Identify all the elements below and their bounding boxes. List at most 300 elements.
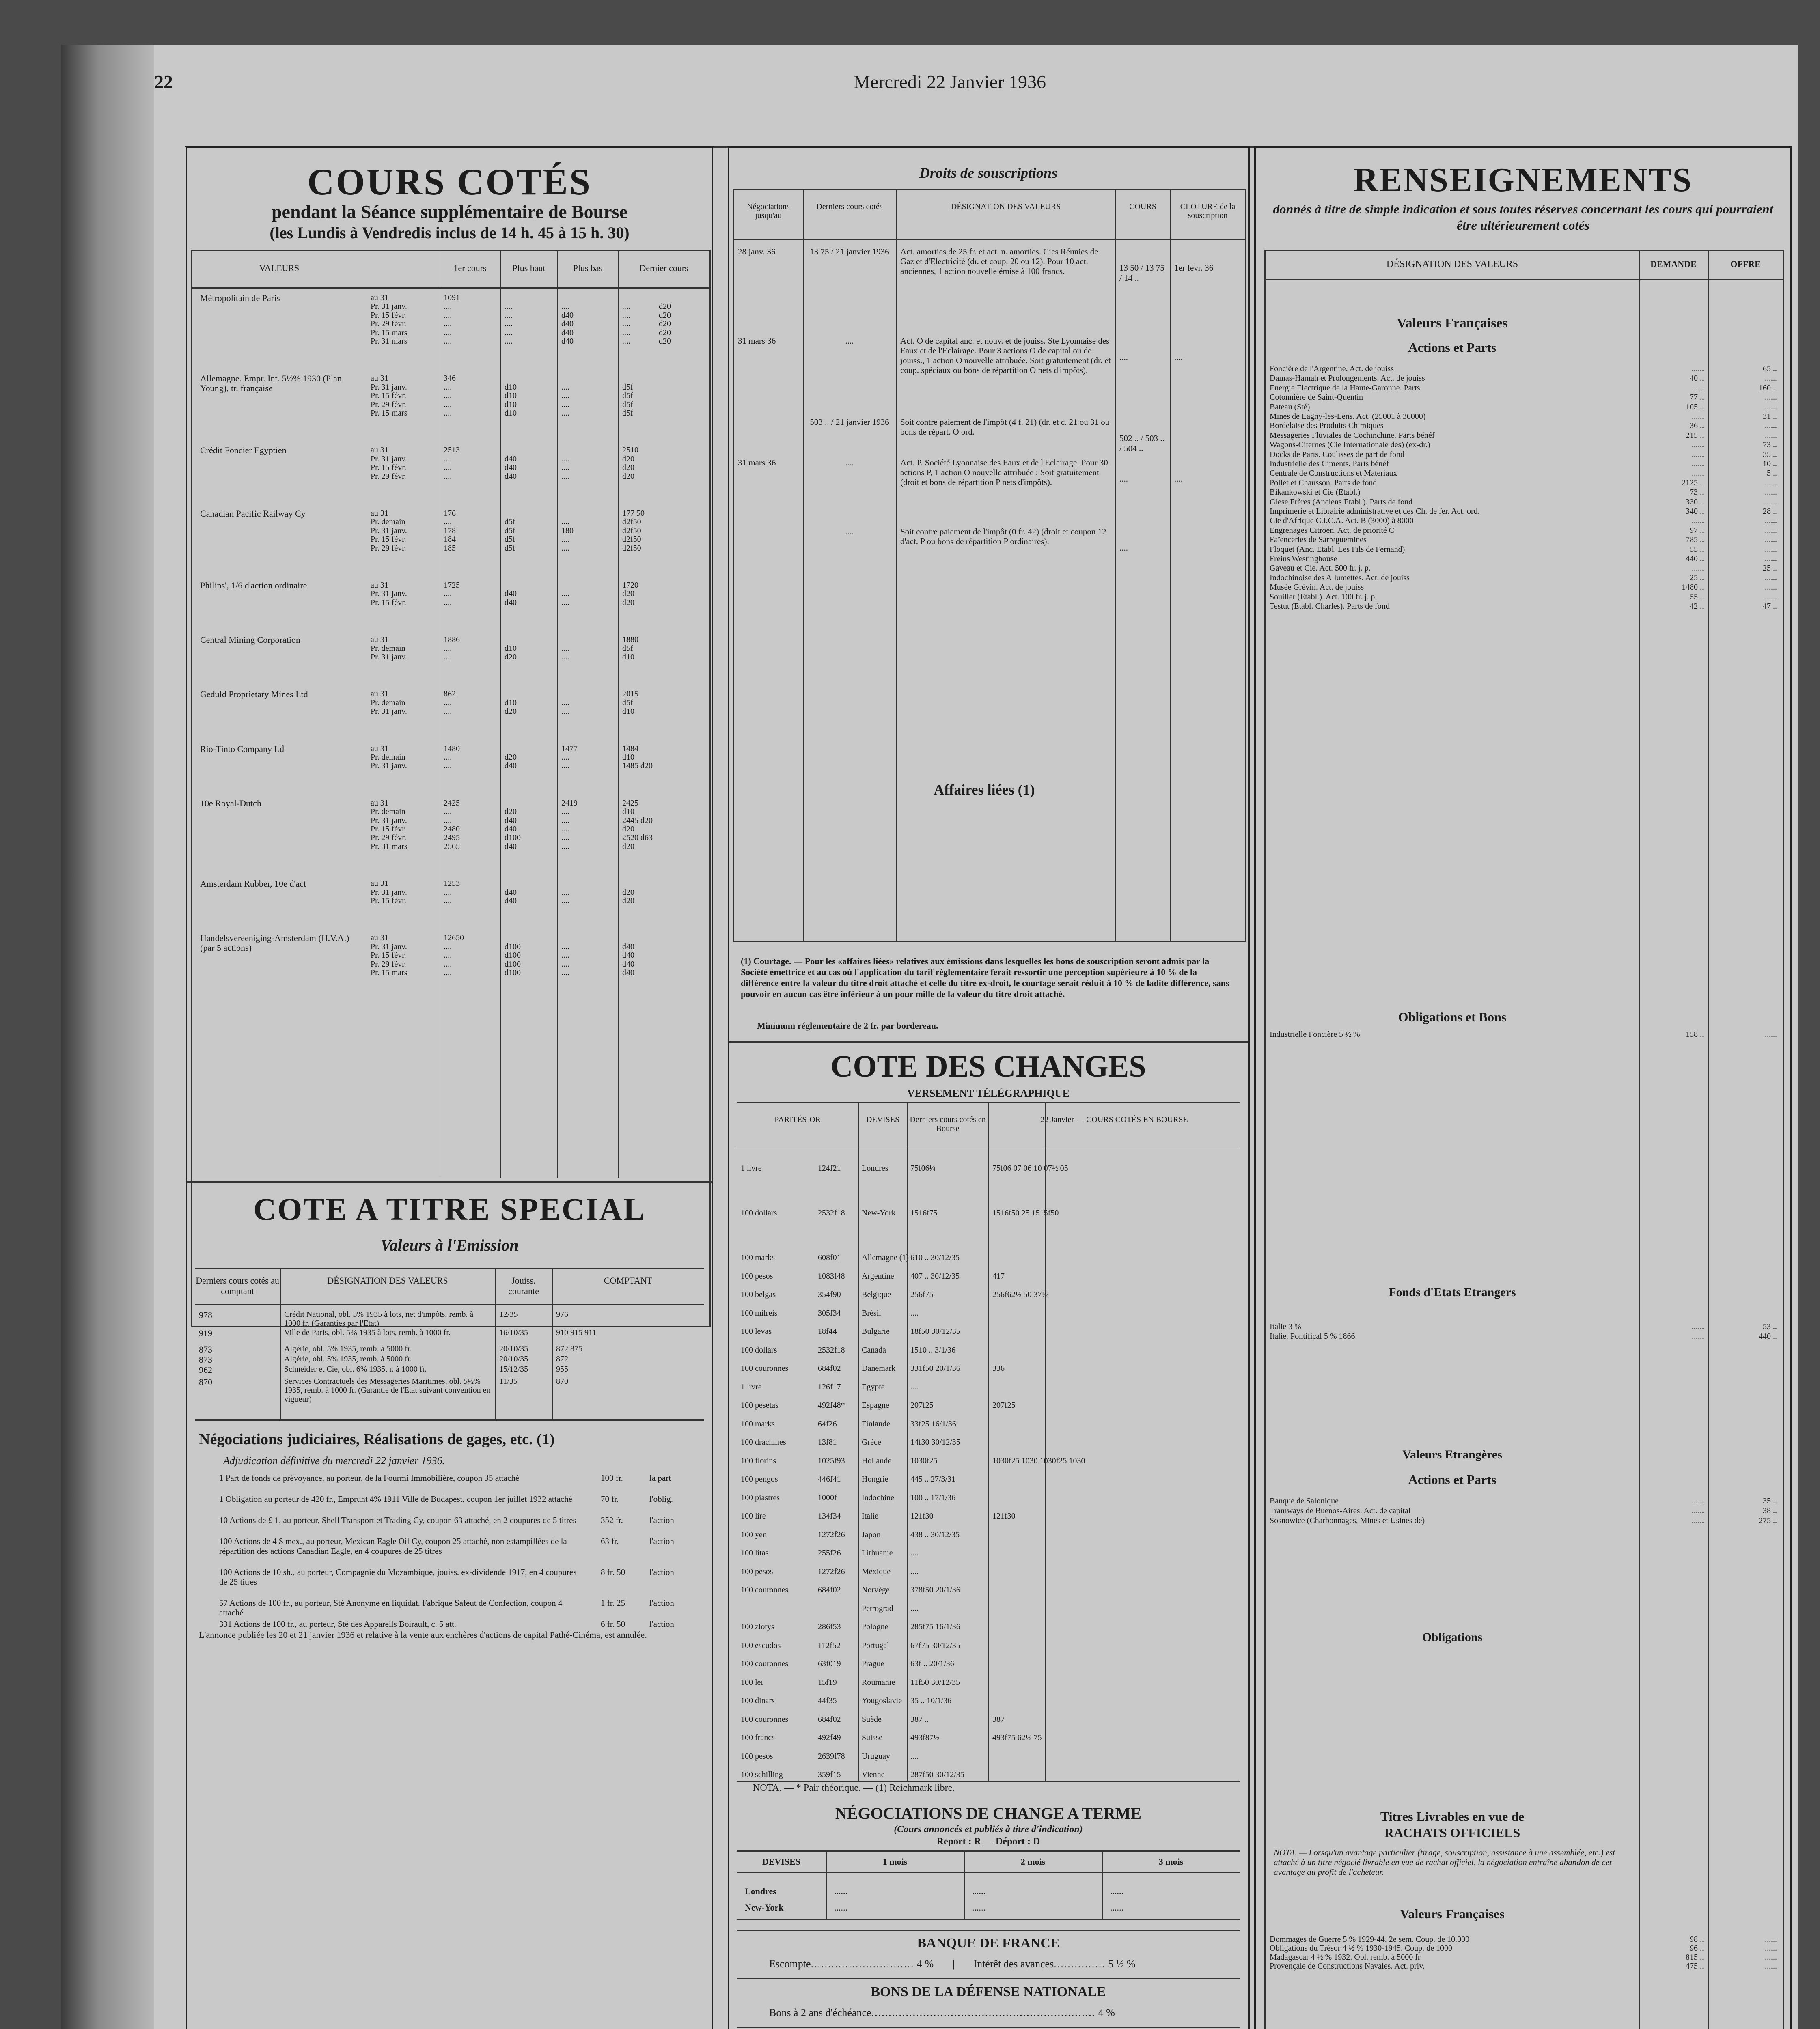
devise: Indochine: [862, 1493, 894, 1502]
rens-offre: ......: [1765, 402, 1777, 411]
devise: Espagne: [862, 1401, 889, 1410]
droits-cours: ....: [1119, 543, 1128, 553]
cours-value: d20: [622, 463, 634, 472]
droits-cours: ....: [1119, 474, 1128, 484]
devise: New-York: [862, 1208, 896, 1217]
parite-or: 1083f48: [818, 1271, 845, 1281]
cours-value: d5f: [622, 644, 633, 653]
cours-value: d40: [622, 942, 634, 951]
echeance: Pr. 29 févr.: [371, 400, 406, 409]
echeance: Pr. 31 mars: [371, 842, 408, 851]
rens-designation: Pollet et Chausson. Parts de fond: [1270, 478, 1377, 487]
rens-offre: ......: [1765, 421, 1777, 431]
header-rule: [737, 1872, 1240, 1873]
rens-demande: 98 ..: [1690, 1935, 1704, 1944]
cts-last: 870: [199, 1377, 212, 1387]
cours-value: ....: [561, 959, 569, 969]
dernier-cours: 100 .. 17/1/36: [910, 1493, 956, 1502]
dernier-cours: 35 .. 10/1/36: [910, 1696, 952, 1705]
cts-designation: Crédit National, obl. 5% 1935 à lots, net d'impôts, remb. à 1000 fr. (Garanties par l'Etat): [284, 1310, 474, 1328]
cours-value: ....: [561, 698, 569, 707]
echeance: Pr. demain: [371, 753, 405, 762]
cours-value: d40: [561, 328, 574, 337]
cours-22-janvier: 417: [992, 1271, 1005, 1281]
cours-value: d40: [505, 825, 517, 834]
rens-section-heading: Valeurs Françaises: [1397, 316, 1508, 331]
echeance: Pr. 31 janv.: [371, 942, 407, 951]
cours-value: 178: [444, 526, 456, 535]
cours-22-janvier: 1030f25 1030 1030f25 1030: [992, 1456, 1085, 1465]
cours-value: ....: [561, 968, 569, 977]
dernier-cours: 1030f25: [910, 1456, 938, 1465]
echeance: Pr. 15 févr.: [371, 598, 406, 607]
parite-unit: 100 couronnes: [741, 1659, 789, 1668]
cours-value: ....: [561, 400, 569, 409]
cours-value: 1485 d20: [622, 761, 653, 771]
dernier-cours: 287f50 30/12/35: [910, 1770, 964, 1779]
cours-value: 177 50: [622, 509, 645, 518]
parite-or: 134f34: [818, 1512, 841, 1521]
droits-last: 13 75 / 21 janvier 1936: [810, 247, 889, 256]
cours-22-janvier: 121f30: [992, 1512, 1016, 1521]
rens-demande: ......: [1692, 383, 1704, 392]
droits-title: Droits de souscriptions: [919, 165, 1058, 181]
cts-designation: Schneider et Cie, obl. 6% 1935, r. à 1000 fr.: [284, 1365, 427, 1374]
parite-unit: 100 couronnes: [741, 1715, 789, 1724]
banque-rates: Escompte.............................. 4 % | Intérêt des avances............... 5 ½ %: [769, 1958, 1136, 1970]
rens-offre: ......: [1765, 374, 1777, 383]
devise: Hollande: [862, 1456, 892, 1465]
cours-value: ....: [561, 409, 569, 418]
negociation-text: 1 Part de fonds de prévoyance, au porteur, de la Fourmi Immobilière, coupon 35 attaché: [219, 1473, 520, 1483]
cours-value: d20: [505, 707, 517, 716]
rens-designation: Freins Westinghouse: [1270, 554, 1337, 563]
droits-last: ....: [845, 527, 854, 536]
cours-value: ....: [561, 382, 569, 392]
echeance: au 31: [371, 374, 388, 383]
cours-value: d5f: [505, 526, 515, 535]
negociation-unit: l'action: [649, 1598, 674, 1608]
cours-value: ....: [505, 302, 513, 311]
rens-offre: 31 ..: [1763, 412, 1777, 421]
cours-value: d20: [659, 319, 671, 329]
rens-offre: ......: [1765, 1953, 1777, 1962]
rens-designation: Indochinoise des Allumettes. Act. de jouiss: [1270, 573, 1410, 582]
cours-cotes-subtitle2: (les Lundis à Vendredis inclus de 14 h. 45 à 15 h. 30): [270, 224, 630, 242]
devise: Petrograd: [862, 1604, 893, 1613]
rens-section-heading: Valeurs Françaises: [1400, 1906, 1505, 1921]
echeance: Pr. 31 janv.: [371, 887, 407, 897]
negociation-unit: l'action: [649, 1515, 674, 1525]
dernier-cours: 67f75 30/12/35: [910, 1641, 960, 1650]
rens-designation: Gaveau et Cie. Act. 500 fr. j. p.: [1270, 564, 1371, 573]
cts-header: DÉSIGNATION DES VALEURS: [327, 1275, 448, 1286]
cours-value: d40: [622, 968, 634, 977]
rens-offre: ......: [1765, 478, 1777, 487]
devise: Yougoslavie: [862, 1696, 902, 1705]
rens-demande: ......: [1692, 412, 1704, 421]
cours-value: ....: [561, 842, 569, 851]
rens-offre: ......: [1765, 516, 1777, 526]
echeance: Pr. demain: [371, 698, 405, 707]
echeance: Pr. demain: [371, 644, 405, 653]
dernier-cours: 1516f75: [910, 1208, 938, 1217]
droits-designation: Soit contre paiement de l'impôt (4 f. 21) (dr. et c. 21 ou 31 ou bons de répart. O ord.: [900, 417, 1110, 437]
cts-designation: Algérie, obl. 5% 1935, remb. à 5000 fr.: [284, 1355, 412, 1363]
echeance: Pr. 15 févr.: [371, 896, 406, 905]
rens-header-designation: DÉSIGNATION DES VALEURS: [1386, 259, 1518, 269]
rens-offre: ......: [1765, 488, 1777, 497]
cts-comptant: 872 875: [556, 1344, 582, 1353]
rens-demande: 105 ..: [1686, 402, 1704, 411]
column-divider: [500, 251, 501, 1178]
cours-value: d10: [622, 807, 634, 816]
rens-designation: Industrielle Foncière 5 ½ %: [1270, 1030, 1360, 1039]
droits-designation: Act. amorties de 25 fr. et act. n. amorties. Cies Réunies de Gaz et d'Electricité (dr. et coup. 20 ou 12). Pour 10 act. anciennes, 1 action nouvelle émise à 100 francs.: [900, 247, 1098, 276]
change-terme-table: [737, 1850, 1240, 1920]
cts-comptant: 955: [556, 1365, 568, 1374]
cours-value: 862: [444, 689, 456, 699]
dernier-cours: 11f50 30/12/35: [910, 1678, 960, 1687]
rens-demande: ......: [1692, 459, 1704, 468]
cours-value: 1480: [444, 744, 460, 753]
valeur-name: 10e Royal-Dutch: [200, 798, 261, 808]
rens-demande: 42 ..: [1690, 602, 1704, 611]
rens-offre: 38 ..: [1763, 1506, 1777, 1515]
section-rule: [729, 1041, 1248, 1043]
cours-value: 2419: [561, 798, 578, 808]
avances-label: Intérêt des avances: [973, 1958, 1054, 1970]
rens-designation: Provençale de Constructions Navales. Act. priv.: [1270, 1962, 1425, 1971]
rens-designation: Sosnowice (Charbonnages, Mines et Usines de): [1270, 1516, 1425, 1525]
devise: Suisse: [862, 1733, 883, 1742]
cours-value: d100: [505, 968, 521, 977]
rens-designation: Energie Electrique de la Haute-Garonne. Parts: [1270, 383, 1420, 392]
cours-value: d40: [505, 589, 517, 599]
cours-value: 176: [444, 509, 456, 518]
cours-value: ....: [444, 589, 452, 599]
column-divider: [1045, 1103, 1046, 1781]
rens-demande: ......: [1692, 1516, 1704, 1525]
echeance: au 31: [371, 798, 388, 808]
cours-value: ....: [444, 400, 452, 409]
rens-demande: 440 ..: [1686, 554, 1704, 563]
cours-value: d40: [561, 337, 574, 346]
column-droits-changes: [727, 146, 1250, 2029]
dernier-cours: 121f30: [910, 1512, 934, 1521]
negociation-text: 1 Obligation au porteur de 420 fr., Emprunt 4% 1911 Ville de Budapest, coupon 1er juillet 1932 attaché: [219, 1494, 573, 1504]
escompte-value: 4 %: [917, 1958, 934, 1970]
droits-cours: ....: [1119, 352, 1128, 362]
cours-value: ....: [444, 409, 452, 418]
rens-demande: 1480 ..: [1682, 583, 1704, 592]
echeance: Pr. 31 janv.: [371, 526, 407, 535]
cours-value: 184: [444, 535, 456, 544]
cours-value: ....: [444, 644, 452, 653]
echeance: Pr. 15 févr.: [371, 951, 406, 960]
cours-value: 180: [561, 526, 574, 535]
devise: Hongrie: [862, 1475, 888, 1484]
cts-jouiss: 15/12/35: [499, 1365, 528, 1374]
cours-value: d2f50: [622, 526, 641, 535]
rens-demande: 2125 ..: [1682, 478, 1704, 487]
dernier-cours: ....: [910, 1567, 919, 1576]
droits-last: 503 .. / 21 janvier 1936: [810, 417, 889, 427]
devise: Prague: [862, 1659, 884, 1668]
cours-value: d10: [505, 391, 517, 401]
column-divider: [552, 1269, 553, 1419]
rens-demande: 158 ..: [1686, 1030, 1704, 1039]
rens-designation: Centrale de Constructions et Materiaux: [1270, 469, 1397, 478]
change-terme-subtitle: (Cours annoncés et publiés à titre d'indication): [894, 1824, 1083, 1835]
parite-unit: 100 pesos: [741, 1567, 773, 1576]
cours-value: ....: [444, 472, 452, 481]
cours-value: ....: [505, 310, 513, 320]
dernier-cours: 610 .. 30/12/35: [910, 1253, 960, 1262]
changes-subtitle: VERSEMENT TÉLÉGRAPHIQUE: [907, 1088, 1070, 1099]
cours-value: d40: [505, 816, 517, 825]
parite-or: 684f02: [818, 1585, 841, 1594]
droits-cloture: ....: [1174, 474, 1183, 484]
echeance: Pr. 31 janv.: [371, 653, 407, 661]
terme-cell: Londres: [745, 1886, 776, 1896]
cts-designation: Algérie, obl. 5% 1935, remb. à 5000 fr.: [284, 1344, 412, 1353]
rens-demande: 55 ..: [1690, 592, 1704, 601]
cours-value: d40: [622, 951, 634, 960]
parite-unit: 100 lire: [741, 1512, 766, 1521]
bons-label: Bons à 2 ans d'échéance: [769, 2007, 871, 2018]
rens-offre: ......: [1765, 393, 1777, 402]
cours-value: ....: [444, 816, 452, 825]
droits-header: CLOTURE de la souscription: [1180, 202, 1236, 220]
negociations-note: L'annonce publiée les 20 et 21 janvier 1936 et relative à la vente aux enchères d'actions de capital Pathé-Cinéma, est annulée.: [199, 1630, 647, 1640]
cours-value: ....: [444, 807, 452, 816]
cours-header: Plus haut: [512, 263, 546, 273]
changes-nota: NOTA. — * Pair théorique. — (1) Reichmark libre.: [753, 1783, 955, 1793]
rens-offre: ......: [1765, 554, 1777, 563]
echeance: Pr. 15 févr.: [371, 310, 406, 320]
echeance: Pr. 31 janv.: [371, 382, 407, 392]
column-renseignements: [1254, 146, 1792, 2029]
cours-value: ....: [622, 328, 630, 337]
cours-value: 1091: [444, 293, 460, 302]
dernier-cours: ....: [910, 1308, 919, 1318]
parite-or: 684f02: [818, 1715, 841, 1724]
change-terme-subtitle2: Report : R — Déport : D: [936, 1836, 1040, 1847]
cours-value: ....: [561, 589, 569, 599]
parite-unit: 1 livre: [741, 1164, 762, 1173]
cours-value: d100: [505, 833, 521, 842]
column-divider: [618, 251, 619, 1178]
rens-demande: ......: [1692, 1497, 1704, 1506]
cours-value: ....: [444, 707, 452, 716]
devise: Roumanie: [862, 1678, 895, 1687]
devise: Norvège: [862, 1585, 890, 1594]
cours-value: d20: [622, 472, 634, 481]
rens-offre: 65 ..: [1763, 364, 1777, 373]
echeance: Pr. 31 janv.: [371, 589, 407, 599]
cours-value: ....: [505, 337, 513, 346]
negociation-unit: l'action: [649, 1619, 674, 1629]
parite-or: 492f48*: [818, 1401, 845, 1410]
cours-value: d5f: [622, 391, 633, 401]
negociation-price: 63 fr.: [601, 1536, 619, 1546]
cts-comptant: 872: [556, 1355, 568, 1363]
rens-body: [1266, 283, 1783, 2029]
header-rule: [734, 239, 1245, 240]
echeance: au 31: [371, 635, 388, 644]
rens-demande: 77 ..: [1690, 393, 1704, 402]
echeance: Pr. 29 févr.: [371, 543, 406, 553]
cours-value: d40: [505, 761, 517, 771]
cours-value: d10: [505, 382, 517, 392]
cours-header: Plus bas: [573, 263, 603, 273]
rens-designation: Souiller (Etabl.). Act. 100 fr. j. p.: [1270, 592, 1377, 601]
cours-value: ....: [561, 472, 569, 481]
rens-demande: 36 ..: [1690, 421, 1704, 431]
rens-offre: 5 ..: [1767, 469, 1777, 478]
devise: Egypte: [862, 1382, 885, 1391]
cours-value: ....: [444, 653, 452, 661]
parite-or: 286f53: [818, 1622, 841, 1631]
cours-value: 2520 d63: [622, 833, 653, 842]
cours-22-janvier: 336: [992, 1364, 1005, 1373]
cours-cotes-subtitle: pendant la Séance supplémentaire de Bourse: [271, 201, 628, 222]
cours-value: ....: [505, 319, 513, 329]
cours-header: 1er cours: [453, 263, 487, 273]
rens-offre: ......: [1765, 592, 1777, 601]
echeance: Pr. 31 janv.: [371, 302, 407, 311]
column-divider: [858, 1103, 859, 1781]
devise: Danemark: [862, 1364, 896, 1373]
echeance: Pr. 15 févr.: [371, 463, 406, 472]
cours-value: ....: [444, 959, 452, 969]
negociation-price: 352 fr.: [601, 1515, 623, 1525]
cts-header: Derniers cours cotés au comptant: [196, 1275, 279, 1296]
change-terme-title: NÉGOCIATIONS DE CHANGE A TERME: [835, 1804, 1142, 1822]
cours-value: d10: [622, 653, 634, 661]
cours-value: d20: [505, 753, 517, 762]
parite-or: 112f52: [818, 1641, 841, 1650]
rens-demande: 55 ..: [1690, 545, 1704, 554]
droits-last: ....: [845, 336, 854, 346]
cts-comptant: 870: [556, 1377, 568, 1386]
parite-unit: 100 florins: [741, 1456, 776, 1465]
cours-value: d40: [561, 319, 574, 329]
rens-offre: 47 ..: [1763, 602, 1777, 611]
negociation-unit: l'oblig.: [649, 1494, 673, 1504]
parite-unit: 100 dollars: [741, 1208, 777, 1217]
parite-or: 305f34: [818, 1308, 841, 1318]
droits-cloture: ....: [1174, 352, 1183, 362]
droits-date: 28 janv. 36: [738, 247, 776, 256]
dernier-cours: 378f50 20/1/36: [910, 1585, 960, 1594]
cours-22-janvier: 207f25: [992, 1401, 1016, 1410]
cours-value: ....: [561, 707, 569, 716]
cours-value: 1253: [444, 879, 460, 888]
cours-value: d2f50: [622, 535, 641, 544]
cours-value: ....: [561, 942, 569, 951]
cours-value: ....: [561, 833, 569, 842]
parite-or: 44f35: [818, 1696, 837, 1705]
cours-value: ....: [561, 816, 569, 825]
cours-value: ....: [561, 807, 569, 816]
parite-or: 2532f18: [818, 1208, 845, 1217]
rens-demande: 97 ..: [1690, 526, 1704, 535]
echeance: Pr. 29 févr.: [371, 959, 406, 969]
rens-offre: 53 ..: [1763, 1322, 1777, 1331]
devise: Argentine: [862, 1271, 894, 1281]
cours-value: ....: [561, 391, 569, 401]
dernier-cours: 445 .. 27/3/31: [910, 1475, 956, 1484]
rens-designation: Messageries Fluviales de Cochinchine. Parts bénéf: [1270, 431, 1435, 440]
cours-value: d20: [622, 825, 634, 834]
rens-demande: ......: [1692, 450, 1704, 459]
cours-cotes-table: [191, 250, 711, 1327]
rens-designation: Bateau (Sté): [1270, 402, 1310, 411]
cours-value: 2015: [622, 689, 638, 699]
rens-demande: ......: [1692, 564, 1704, 573]
column-divider: [988, 1103, 989, 1781]
cts-comptant: 976: [556, 1310, 568, 1319]
cours-value: ....: [444, 328, 452, 337]
devise: Vienne: [862, 1770, 885, 1779]
echeance: Pr. 15 févr.: [371, 535, 406, 544]
droits-cours: 502 .. / 503 .. / 504 ..: [1119, 433, 1164, 453]
rens-designation: Banque de Salonique: [1270, 1497, 1339, 1506]
dernier-cours: 256f75: [910, 1290, 934, 1299]
terme-cell: ......: [972, 1886, 985, 1896]
parite-unit: 100 marks: [741, 1253, 775, 1262]
cts-jouiss: 20/10/35: [499, 1344, 528, 1353]
cours-value: d40: [505, 598, 517, 607]
cts-last: 919: [199, 1328, 212, 1338]
rens-header-offre: OFFRE: [1730, 259, 1761, 269]
echeance: Pr. 31 janv.: [371, 707, 407, 716]
column-divider: [1170, 190, 1171, 941]
cours-value: d10: [622, 707, 634, 716]
rens-designation: Wagons-Citernes (Cie Internationale des) (ex-dr.): [1270, 440, 1430, 450]
cours-22-janvier: 1516f50 25 1515f50: [992, 1208, 1059, 1217]
negociation-text: 10 Actions de £ 1, au porteur, Shell Transport et Trading Cy, coupon 63 attaché, en 2 coupures de 5 titres: [219, 1515, 576, 1525]
negociation-price: 6 fr. 50: [601, 1619, 625, 1629]
parite-unit: 100 schilling: [741, 1770, 783, 1779]
cts-designation: Ville de Paris, obl. 5% 1935 à lots, remb. à 1000 fr.: [284, 1328, 451, 1337]
cours-22-janvier: 75f06 07 06 10 07½ 05: [992, 1164, 1068, 1173]
dernier-cours: ....: [910, 1604, 919, 1613]
droits-header: COURS: [1129, 202, 1156, 211]
echeance: Pr. 31 mars: [371, 337, 408, 346]
cote-titre-special-subtitle: Valeurs à l'Emission: [380, 1236, 519, 1254]
parite-or: 255f26: [818, 1549, 841, 1557]
devise: Uruguay: [862, 1751, 890, 1761]
devise: Londres: [862, 1164, 888, 1173]
rens-section-heading: Valeurs Etrangères: [1402, 1448, 1502, 1461]
echeance: Pr. 15 févr.: [371, 391, 406, 401]
cours-value: ....: [444, 310, 452, 320]
rens-designation: Industrielle des Ciments. Parts bénéf: [1270, 459, 1389, 468]
parite-or: 446f41: [818, 1475, 841, 1484]
echeance: Pr. 29 févr.: [371, 472, 406, 481]
parite-or: 2639f78: [818, 1751, 845, 1761]
rens-section-heading: RACHATS OFFICIELS: [1384, 1825, 1520, 1840]
droits-designation: Act. P. Société Lyonnaise des Eaux et de l'Eclairage. Pour 30 actions P, 1 action O nouvelle attribuée : Soit gratuitement (droit et bons de répartition P nets d'impôts).: [900, 458, 1108, 487]
dernier-cours: 387 ..: [910, 1715, 929, 1724]
terme-header: DEVISES: [762, 1857, 801, 1867]
parite-unit: 100 litas: [741, 1549, 769, 1557]
rens-designation: Obligations du Trésor 4 ½ % 1930-1945. Coup. de 1000: [1270, 1944, 1452, 1953]
renseignements-subtitle: donnés à titre de simple indication et sous toutes réserves concernant les cours qui pourraient être ultérieurement cotés: [1273, 202, 1773, 233]
